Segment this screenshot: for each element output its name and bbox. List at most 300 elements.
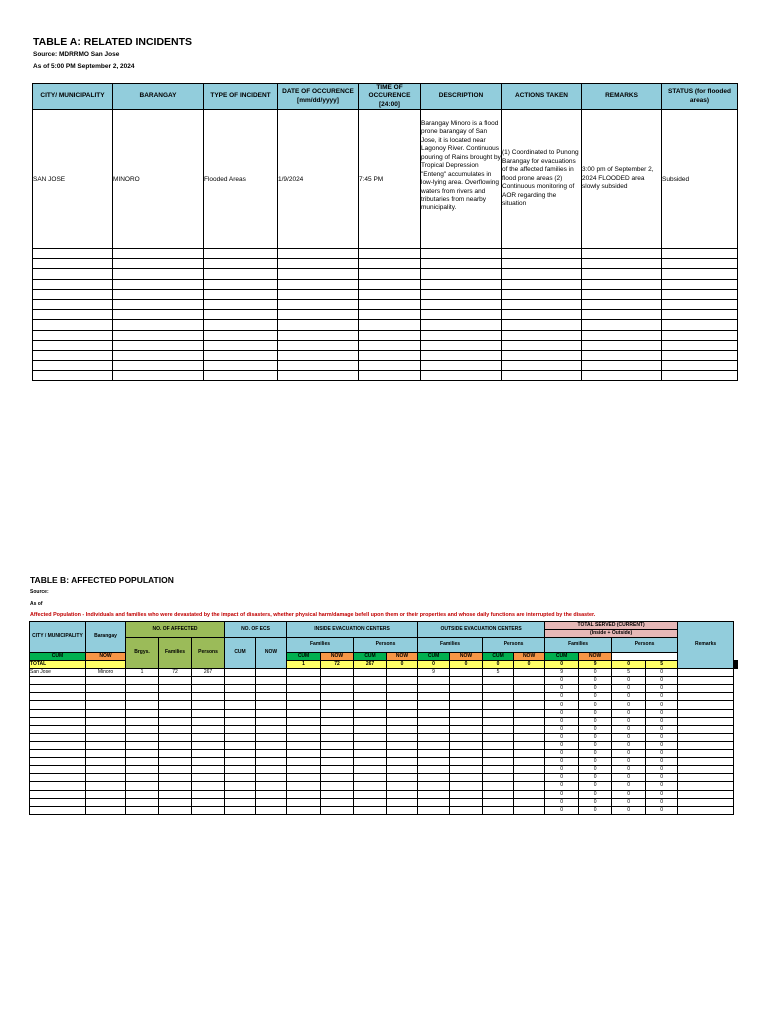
empty-cell bbox=[359, 361, 421, 371]
zero-cell: 0 bbox=[545, 685, 579, 693]
empty-cell bbox=[159, 701, 192, 709]
empty-cell bbox=[354, 782, 387, 790]
empty-cell bbox=[113, 340, 204, 350]
empty-cell bbox=[126, 701, 159, 709]
empty-cell bbox=[678, 806, 734, 814]
header-tot-fam-now: NOW bbox=[514, 653, 545, 661]
empty-cell bbox=[159, 677, 192, 685]
empty-cell bbox=[256, 725, 287, 733]
empty-cell bbox=[387, 709, 418, 717]
header-actions: ACTIONS TAKEN bbox=[502, 84, 582, 110]
empty-cell bbox=[582, 320, 662, 330]
empty-cell bbox=[662, 350, 738, 360]
empty-cell bbox=[86, 766, 126, 774]
header-tot-persons: Persons bbox=[612, 638, 678, 653]
empty-cell bbox=[126, 806, 159, 814]
header-tot-per-cum: CUM bbox=[545, 653, 579, 661]
empty-cell bbox=[159, 733, 192, 741]
table-a-header-row bbox=[33, 84, 738, 110]
empty-cell bbox=[359, 350, 421, 360]
zero-cell: 0 bbox=[579, 725, 612, 733]
zero-cell: 0 bbox=[612, 758, 646, 766]
header-in-persons: Persons bbox=[354, 638, 418, 653]
empty-cell bbox=[582, 361, 662, 371]
header-out-per-cum: CUM bbox=[418, 653, 450, 661]
empty-cell bbox=[450, 766, 483, 774]
affected-population-table bbox=[29, 621, 738, 815]
zero-cell: 0 bbox=[545, 701, 579, 709]
table-b-header-row-1 bbox=[30, 622, 738, 630]
empty-cell bbox=[483, 782, 514, 790]
empty-row bbox=[33, 330, 738, 340]
empty-cell bbox=[359, 330, 421, 340]
cell-ecs-cum bbox=[225, 669, 256, 677]
empty-cell bbox=[30, 701, 86, 709]
cell-barangay: MINORO bbox=[113, 110, 204, 249]
empty-cell bbox=[678, 717, 734, 725]
empty-cell bbox=[126, 685, 159, 693]
empty-cell bbox=[225, 774, 256, 782]
empty-cell bbox=[582, 350, 662, 360]
empty-cell bbox=[225, 741, 256, 749]
empty-cell bbox=[126, 733, 159, 741]
cell-tot-per-cum: 5 bbox=[612, 669, 646, 677]
empty-cell bbox=[387, 701, 418, 709]
zero-cell: 0 bbox=[612, 806, 646, 814]
zero-cell: 0 bbox=[579, 677, 612, 685]
total-in-fam-now: 0 bbox=[483, 661, 514, 669]
zero-cell: 0 bbox=[612, 774, 646, 782]
empty-cell bbox=[204, 310, 278, 320]
empty-cell bbox=[421, 259, 502, 269]
empty-cell bbox=[483, 709, 514, 717]
cell-type: Flooded Areas bbox=[204, 110, 278, 249]
empty-cell bbox=[159, 693, 192, 701]
empty-cell bbox=[678, 733, 734, 741]
zero-cell: 0 bbox=[579, 790, 612, 798]
empty-row bbox=[33, 249, 738, 259]
total-families: 72 bbox=[321, 661, 354, 669]
cell-tot-fam-now: 0 bbox=[579, 669, 612, 677]
empty-cell bbox=[418, 806, 450, 814]
empty-cell bbox=[33, 340, 113, 350]
empty-cell bbox=[126, 750, 159, 758]
empty-cell bbox=[204, 269, 278, 279]
empty-cell bbox=[514, 733, 545, 741]
empty-cell bbox=[662, 371, 738, 381]
table-b-as-of: As of bbox=[30, 601, 43, 607]
empty-cell bbox=[86, 750, 126, 758]
zero-cell: 0 bbox=[646, 798, 678, 806]
header-tot-fam-cum: CUM bbox=[483, 653, 514, 661]
empty-cell bbox=[126, 741, 159, 749]
empty-cell bbox=[662, 320, 738, 330]
total-out-per-cum: 5 bbox=[646, 661, 678, 669]
zero-cell: 0 bbox=[646, 774, 678, 782]
zero-cell: 0 bbox=[579, 701, 612, 709]
empty-cell bbox=[418, 717, 450, 725]
total-in-per-now: 0 bbox=[545, 661, 579, 669]
empty-cell bbox=[678, 725, 734, 733]
empty-row bbox=[30, 790, 738, 798]
empty-cell bbox=[256, 766, 287, 774]
empty-cell bbox=[582, 269, 662, 279]
empty-cell bbox=[678, 766, 734, 774]
empty-cell bbox=[418, 741, 450, 749]
empty-cell bbox=[33, 350, 113, 360]
empty-cell bbox=[321, 677, 354, 685]
cell-actions: (1) Coordinated to Punong Barangay for evacuations of the affected families in flood prone areas (2) Continuous monitoring of AOR regarding the situation bbox=[502, 110, 582, 249]
empty-cell bbox=[483, 717, 514, 725]
empty-cell bbox=[33, 249, 113, 259]
empty-cell bbox=[483, 790, 514, 798]
empty-cell bbox=[582, 249, 662, 259]
header-ecs-cum: CUM bbox=[225, 638, 256, 669]
empty-cell bbox=[256, 709, 287, 717]
header-in-families: Families bbox=[287, 638, 354, 653]
empty-cell bbox=[678, 693, 734, 701]
empty-cell bbox=[204, 249, 278, 259]
empty-cell bbox=[30, 693, 86, 701]
empty-cell bbox=[354, 790, 387, 798]
empty-cell bbox=[483, 798, 514, 806]
zero-cell: 0 bbox=[612, 782, 646, 790]
empty-cell bbox=[450, 701, 483, 709]
empty-cell bbox=[483, 677, 514, 685]
empty-cell bbox=[421, 350, 502, 360]
empty-row bbox=[33, 259, 738, 269]
empty-cell bbox=[192, 790, 225, 798]
cell-out-per-cum: 5 bbox=[483, 669, 514, 677]
empty-cell bbox=[321, 741, 354, 749]
empty-cell bbox=[225, 725, 256, 733]
header-persons: Persons bbox=[192, 638, 225, 669]
empty-cell bbox=[483, 701, 514, 709]
empty-cell bbox=[321, 758, 354, 766]
empty-cell bbox=[421, 330, 502, 340]
empty-cell bbox=[33, 330, 113, 340]
zero-cell: 0 bbox=[612, 717, 646, 725]
empty-cell bbox=[225, 677, 256, 685]
empty-cell bbox=[204, 259, 278, 269]
zero-cell: 0 bbox=[545, 725, 579, 733]
empty-cell bbox=[287, 741, 321, 749]
empty-cell bbox=[582, 289, 662, 299]
empty-cell bbox=[514, 677, 545, 685]
empty-cell bbox=[159, 709, 192, 717]
empty-cell bbox=[287, 733, 321, 741]
cell-description: Barangay Minoro is a flood prone barangay of San Jose, it is located near Lagonoy River. Continuous pouring of Rains brought by Tropical Depression "Enteng" accumulates in low-lying area. Overflowing waters from rivers and tributaries from nearby municipality. bbox=[421, 110, 502, 249]
empty-cell bbox=[678, 790, 734, 798]
zero-cell: 0 bbox=[612, 709, 646, 717]
cell-status: Subsided bbox=[662, 110, 738, 249]
empty-cell bbox=[86, 709, 126, 717]
empty-cell bbox=[256, 701, 287, 709]
empty-cell bbox=[159, 782, 192, 790]
empty-cell bbox=[256, 806, 287, 814]
empty-cell bbox=[86, 798, 126, 806]
empty-cell bbox=[359, 340, 421, 350]
empty-cell bbox=[33, 299, 113, 309]
empty-cell bbox=[86, 685, 126, 693]
zero-cell: 0 bbox=[646, 758, 678, 766]
empty-cell bbox=[421, 279, 502, 289]
cell-in-per-cum bbox=[354, 669, 387, 677]
empty-cell bbox=[278, 371, 359, 381]
empty-cell bbox=[662, 279, 738, 289]
empty-cell bbox=[387, 774, 418, 782]
zero-cell: 0 bbox=[545, 717, 579, 725]
empty-cell bbox=[192, 741, 225, 749]
empty-cell bbox=[256, 677, 287, 685]
empty-row bbox=[30, 677, 738, 685]
empty-cell bbox=[359, 371, 421, 381]
empty-cell bbox=[126, 790, 159, 798]
header-in-per-cum: CUM bbox=[287, 653, 321, 661]
empty-cell bbox=[30, 806, 86, 814]
empty-cell bbox=[502, 340, 582, 350]
empty-cell bbox=[662, 289, 738, 299]
zero-cell: 0 bbox=[545, 693, 579, 701]
empty-cell bbox=[33, 279, 113, 289]
empty-cell bbox=[514, 701, 545, 709]
empty-cell bbox=[354, 750, 387, 758]
cell-city: SAN JOSE bbox=[33, 110, 113, 249]
empty-cell bbox=[354, 709, 387, 717]
empty-row bbox=[30, 758, 738, 766]
empty-cell bbox=[502, 249, 582, 259]
empty-cell bbox=[256, 717, 287, 725]
cell-time: 7:45 PM bbox=[359, 110, 421, 249]
empty-cell bbox=[418, 750, 450, 758]
empty-cell bbox=[287, 717, 321, 725]
empty-cell bbox=[126, 798, 159, 806]
empty-cell bbox=[678, 758, 734, 766]
empty-cell bbox=[126, 709, 159, 717]
empty-cell bbox=[86, 677, 126, 685]
empty-row bbox=[30, 717, 738, 725]
empty-cell bbox=[113, 249, 204, 259]
cell-ecs-now bbox=[256, 669, 287, 677]
empty-cell bbox=[192, 693, 225, 701]
empty-cell bbox=[514, 709, 545, 717]
empty-cell bbox=[354, 766, 387, 774]
empty-cell bbox=[582, 259, 662, 269]
empty-cell bbox=[502, 269, 582, 279]
cell-barangay: Minoro bbox=[86, 669, 126, 677]
total-persons: 267 bbox=[354, 661, 387, 669]
empty-cell bbox=[450, 741, 483, 749]
empty-cell bbox=[514, 806, 545, 814]
cell-out-fam-now bbox=[450, 669, 483, 677]
empty-cell bbox=[450, 685, 483, 693]
header-remarks: Remarks bbox=[678, 622, 734, 669]
empty-cell bbox=[514, 693, 545, 701]
zero-cell: 0 bbox=[579, 709, 612, 717]
empty-row bbox=[30, 693, 738, 701]
zero-cell: 0 bbox=[612, 677, 646, 685]
empty-cell bbox=[359, 279, 421, 289]
empty-cell bbox=[321, 693, 354, 701]
empty-cell bbox=[287, 774, 321, 782]
zero-cell: 0 bbox=[579, 806, 612, 814]
empty-cell bbox=[225, 782, 256, 790]
total-label: TOTAL bbox=[30, 661, 86, 669]
empty-cell bbox=[192, 750, 225, 758]
empty-cell bbox=[86, 733, 126, 741]
empty-cell bbox=[159, 717, 192, 725]
empty-row bbox=[30, 766, 738, 774]
cell-city: San Jose bbox=[30, 669, 86, 677]
empty-cell bbox=[287, 693, 321, 701]
empty-cell bbox=[33, 259, 113, 269]
zero-cell: 0 bbox=[646, 741, 678, 749]
empty-cell bbox=[204, 279, 278, 289]
header-remarks: REMARKS bbox=[582, 84, 662, 110]
empty-cell bbox=[30, 725, 86, 733]
empty-cell bbox=[30, 741, 86, 749]
empty-cell bbox=[225, 798, 256, 806]
empty-cell bbox=[287, 806, 321, 814]
zero-cell: 0 bbox=[612, 685, 646, 693]
empty-cell bbox=[418, 709, 450, 717]
header-out-fam-now: NOW bbox=[387, 653, 418, 661]
empty-cell bbox=[678, 782, 734, 790]
zero-cell: 0 bbox=[545, 709, 579, 717]
empty-row bbox=[30, 701, 738, 709]
empty-cell bbox=[256, 750, 287, 758]
cell-remarks bbox=[678, 669, 734, 677]
empty-cell bbox=[354, 733, 387, 741]
empty-cell bbox=[514, 725, 545, 733]
empty-cell bbox=[159, 790, 192, 798]
empty-cell bbox=[321, 685, 354, 693]
empty-cell bbox=[33, 310, 113, 320]
zero-cell: 0 bbox=[612, 798, 646, 806]
empty-cell bbox=[502, 350, 582, 360]
empty-cell bbox=[192, 782, 225, 790]
empty-row bbox=[30, 725, 738, 733]
empty-cell bbox=[278, 259, 359, 269]
empty-cell bbox=[418, 693, 450, 701]
empty-cell bbox=[321, 750, 354, 758]
empty-cell bbox=[450, 806, 483, 814]
empty-row bbox=[30, 750, 738, 758]
empty-cell bbox=[287, 709, 321, 717]
cell-in-fam-now bbox=[321, 669, 354, 677]
empty-cell bbox=[278, 320, 359, 330]
empty-cell bbox=[354, 806, 387, 814]
empty-cell bbox=[287, 766, 321, 774]
empty-cell bbox=[450, 798, 483, 806]
empty-cell bbox=[359, 320, 421, 330]
empty-cell bbox=[256, 693, 287, 701]
empty-row bbox=[33, 269, 738, 279]
empty-cell bbox=[159, 766, 192, 774]
table-b-header-row-3 bbox=[30, 638, 738, 653]
total-out-fam-now: 0 bbox=[612, 661, 646, 669]
zero-cell: 0 bbox=[612, 750, 646, 758]
empty-cell bbox=[30, 677, 86, 685]
empty-cell bbox=[483, 733, 514, 741]
zero-cell: 0 bbox=[612, 790, 646, 798]
empty-cell bbox=[421, 340, 502, 350]
empty-cell bbox=[192, 774, 225, 782]
empty-cell bbox=[354, 798, 387, 806]
empty-cell bbox=[113, 361, 204, 371]
header-families: Families bbox=[159, 638, 192, 669]
empty-cell bbox=[421, 249, 502, 259]
empty-cell bbox=[421, 310, 502, 320]
empty-cell bbox=[418, 701, 450, 709]
empty-cell bbox=[502, 299, 582, 309]
zero-cell: 0 bbox=[612, 733, 646, 741]
empty-row bbox=[30, 709, 738, 717]
empty-cell bbox=[225, 733, 256, 741]
empty-cell bbox=[418, 774, 450, 782]
empty-row bbox=[30, 741, 738, 749]
empty-cell bbox=[662, 259, 738, 269]
cell-brgys: 1 bbox=[126, 669, 159, 677]
empty-cell bbox=[256, 758, 287, 766]
empty-cell bbox=[418, 766, 450, 774]
empty-cell bbox=[33, 371, 113, 381]
zero-cell: 0 bbox=[579, 798, 612, 806]
empty-cell bbox=[662, 310, 738, 320]
zero-cell: 0 bbox=[579, 733, 612, 741]
cell-tot-per-now: 0 bbox=[646, 669, 678, 677]
empty-cell bbox=[126, 693, 159, 701]
empty-cell bbox=[30, 709, 86, 717]
empty-cell bbox=[159, 685, 192, 693]
empty-cell bbox=[421, 299, 502, 309]
empty-cell bbox=[359, 249, 421, 259]
empty-cell bbox=[321, 717, 354, 725]
empty-cell bbox=[359, 289, 421, 299]
empty-cell bbox=[421, 371, 502, 381]
empty-cell bbox=[192, 733, 225, 741]
empty-cell bbox=[159, 758, 192, 766]
zero-cell: 0 bbox=[545, 790, 579, 798]
cell-persons: 267 bbox=[192, 669, 225, 677]
total-in-fam-cum: 0 bbox=[450, 661, 483, 669]
empty-cell bbox=[192, 685, 225, 693]
empty-cell bbox=[359, 259, 421, 269]
empty-cell bbox=[354, 741, 387, 749]
empty-cell bbox=[387, 782, 418, 790]
zero-cell: 0 bbox=[545, 798, 579, 806]
empty-cell bbox=[113, 269, 204, 279]
empty-row bbox=[33, 310, 738, 320]
empty-cell bbox=[387, 733, 418, 741]
empty-cell bbox=[582, 330, 662, 340]
zero-cell: 0 bbox=[545, 677, 579, 685]
empty-cell bbox=[204, 299, 278, 309]
zero-cell: 0 bbox=[579, 685, 612, 693]
header-brgys: Brgys. bbox=[126, 638, 159, 669]
empty-cell bbox=[321, 725, 354, 733]
empty-cell bbox=[30, 766, 86, 774]
empty-cell bbox=[321, 798, 354, 806]
empty-cell bbox=[387, 790, 418, 798]
empty-cell bbox=[33, 289, 113, 299]
empty-cell bbox=[256, 790, 287, 798]
zero-cell: 0 bbox=[646, 717, 678, 725]
empty-row bbox=[33, 279, 738, 289]
empty-cell bbox=[287, 758, 321, 766]
empty-cell bbox=[86, 741, 126, 749]
empty-cell bbox=[225, 790, 256, 798]
